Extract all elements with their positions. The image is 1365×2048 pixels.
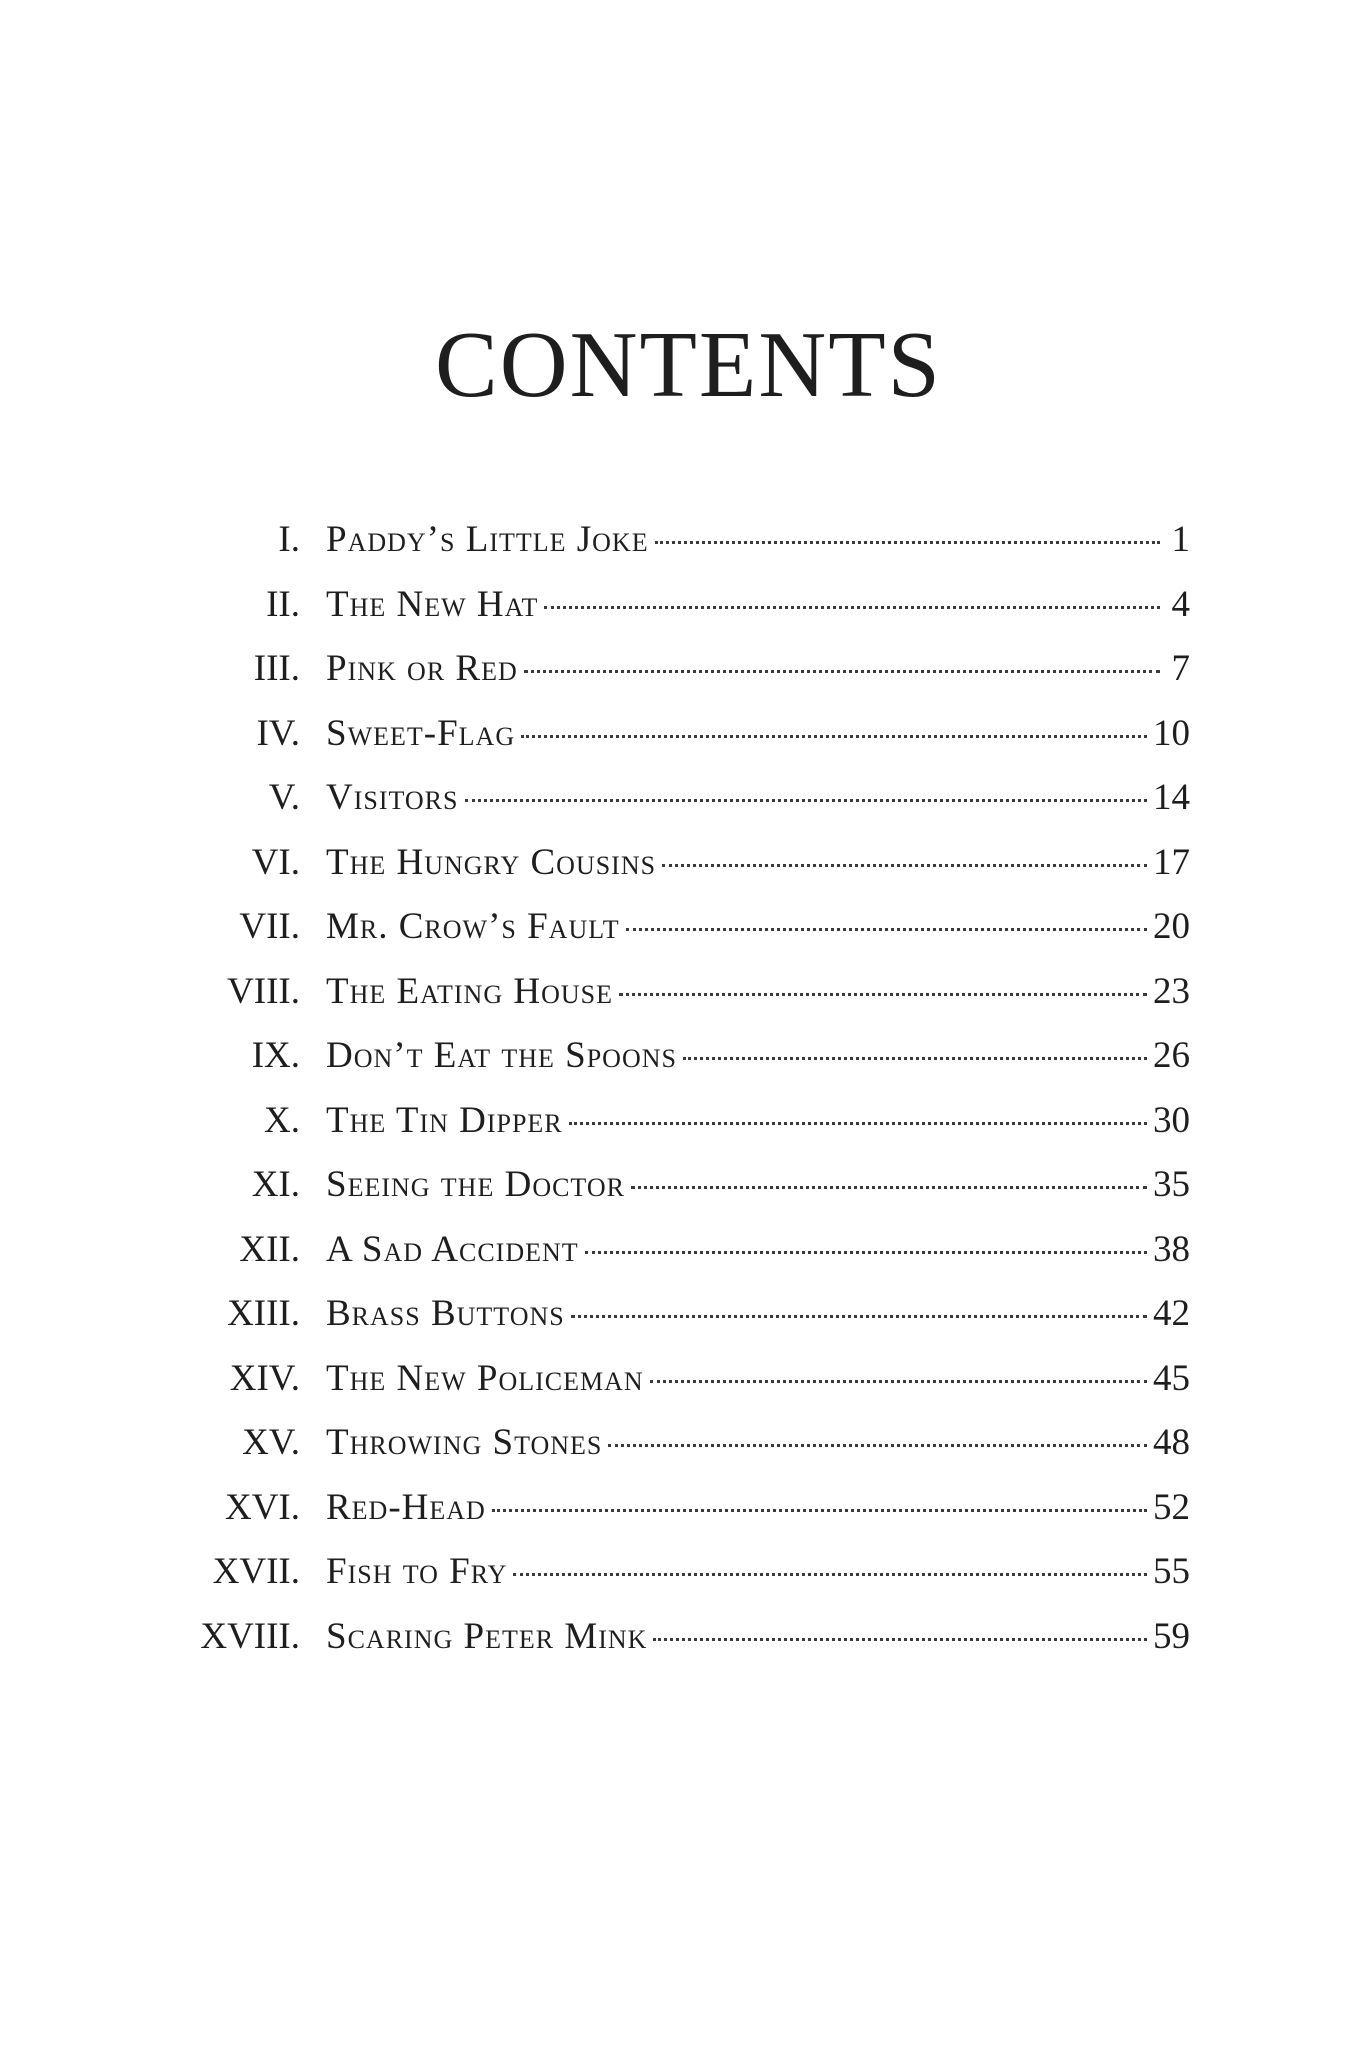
chapter-title: Mr. Crow’s Fault [326, 906, 620, 947]
toc-entry[interactable] [190, 1153, 1190, 1218]
dot-leader [655, 541, 1160, 544]
chapter-numeral: VIII. [227, 970, 300, 1012]
toc-entry[interactable] [190, 702, 1190, 767]
toc-entry[interactable] [190, 831, 1190, 896]
chapter-numeral: IV. [256, 712, 300, 754]
toc-entry[interactable] [190, 1024, 1190, 1089]
chapter-numeral: VI. [251, 841, 300, 883]
chapter-numeral: II. [266, 583, 300, 625]
page-number: 38 [1153, 1228, 1190, 1270]
page-number: 55 [1153, 1551, 1190, 1592]
chapter-numeral: XVIII. [200, 1615, 300, 1657]
page-number: 52 [1153, 1486, 1190, 1528]
chapter-numeral: VII. [239, 906, 300, 947]
chapter-title: Sweet-Flag [326, 712, 516, 754]
page-number: 35 [1153, 1164, 1190, 1205]
dot-leader [662, 864, 1147, 867]
chapter-numeral: XII. [239, 1228, 300, 1270]
page-number: 23 [1153, 970, 1190, 1012]
page-number: 20 [1153, 906, 1190, 947]
dot-leader [650, 1380, 1147, 1383]
page-number: 7 [1171, 648, 1190, 689]
chapter-title: Pink or Red [326, 648, 518, 689]
chapter-numeral: XVI. [224, 1486, 300, 1528]
toc-entry[interactable] [190, 1218, 1190, 1283]
chapter-numeral: XI. [251, 1164, 300, 1205]
dot-leader [569, 1122, 1147, 1125]
chapter-title: A Sad Accident [326, 1228, 579, 1270]
chapter-title: Fish to Fry [326, 1551, 508, 1592]
dot-leader [683, 1057, 1147, 1060]
chapter-title: Scaring Peter Mink [326, 1615, 648, 1657]
toc-entry[interactable] [190, 1540, 1190, 1605]
toc-entry[interactable] [190, 1476, 1190, 1541]
dot-leader [524, 670, 1160, 673]
toc-entry[interactable] [190, 1089, 1190, 1154]
chapter-numeral: III. [253, 648, 300, 689]
toc-entry[interactable] [190, 508, 1190, 573]
page-number: 4 [1171, 583, 1190, 625]
chapter-title: Visitors [326, 777, 459, 818]
page-title: CONTENTS [435, 313, 942, 417]
page-number: 42 [1153, 1293, 1190, 1334]
dot-leader [492, 1509, 1147, 1512]
dot-leader [544, 606, 1160, 609]
dot-leader [626, 928, 1147, 931]
chapter-numeral: IX. [251, 1035, 300, 1076]
chapter-numeral: V. [268, 777, 300, 818]
dot-leader [571, 1315, 1147, 1318]
page-number: 1 [1171, 519, 1190, 560]
table-of-contents [190, 508, 1190, 1669]
dot-leader [513, 1573, 1147, 1576]
page-number: 26 [1153, 1035, 1190, 1076]
chapter-title: The Eating House [326, 970, 613, 1012]
toc-entry[interactable] [190, 1411, 1190, 1476]
toc-entry[interactable] [190, 573, 1190, 638]
chapter-title: The New Policeman [326, 1357, 644, 1399]
toc-entry[interactable] [190, 1347, 1190, 1412]
chapter-title: Throwing Stones [326, 1422, 603, 1463]
toc-entry[interactable] [190, 895, 1190, 960]
chapter-title: Don’t Eat the Spoons [326, 1035, 677, 1076]
chapter-title: The New Hat [326, 583, 539, 625]
toc-entry[interactable] [190, 637, 1190, 702]
toc-entry[interactable] [190, 1282, 1190, 1347]
chapter-numeral: XIII. [227, 1293, 300, 1334]
dot-leader [465, 799, 1148, 802]
toc-entry[interactable] [190, 766, 1190, 831]
page-number: 59 [1153, 1615, 1190, 1657]
dot-leader [619, 993, 1147, 996]
chapter-title: The Tin Dipper [326, 1099, 563, 1141]
dot-leader [585, 1251, 1147, 1254]
chapter-numeral: XV. [242, 1422, 300, 1463]
chapter-title: The Hungry Cousins [326, 841, 657, 883]
chapter-numeral: I. [278, 519, 300, 560]
chapter-title: Seeing the Doctor [326, 1164, 625, 1205]
chapter-title: Paddy’s Little Joke [326, 519, 649, 560]
toc-entry[interactable] [190, 960, 1190, 1025]
page-number: 48 [1153, 1422, 1190, 1463]
dot-leader [608, 1444, 1147, 1447]
chapter-title: Brass Buttons [326, 1293, 565, 1334]
dot-leader [521, 735, 1147, 738]
page-number: 45 [1153, 1357, 1190, 1399]
page-number: 17 [1153, 841, 1190, 883]
chapter-numeral: XVII. [212, 1551, 300, 1592]
page-number: 14 [1153, 777, 1190, 818]
dot-leader [631, 1186, 1147, 1189]
page-number: 10 [1153, 712, 1190, 754]
toc-entry[interactable] [190, 1605, 1190, 1670]
dot-leader [653, 1638, 1147, 1641]
chapter-numeral: XIV. [229, 1357, 300, 1399]
chapter-title: Red-Head [326, 1486, 486, 1528]
chapter-numeral: X. [264, 1099, 300, 1141]
page-number: 30 [1153, 1099, 1190, 1141]
